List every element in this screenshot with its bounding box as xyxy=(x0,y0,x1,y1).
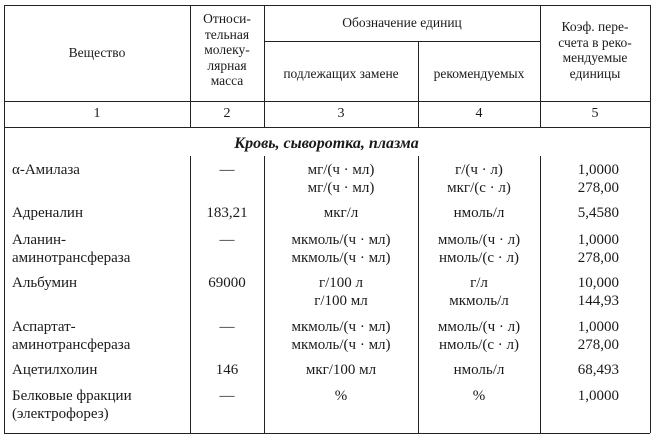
row-7-old-1: % xyxy=(334,388,348,404)
row-6-name: Ацетилхолин xyxy=(12,362,98,378)
row-5-name-2: аминотрансфераза xyxy=(12,337,131,353)
row-3-mass: — xyxy=(219,232,235,248)
header-substance: Вещество xyxy=(68,45,126,60)
row-1-name: α-Амилаза xyxy=(12,162,80,178)
row-7-mass: — xyxy=(219,388,235,404)
header-bottom-rule xyxy=(4,101,650,102)
row-1-coef-1: 1,0000 xyxy=(577,162,619,178)
row-3-old-1: мкмоль/(ч · мл) xyxy=(291,232,391,248)
row-2-coef-1: 5,4580 xyxy=(577,205,619,221)
row-3-coef-2: 278,00 xyxy=(577,250,619,266)
row-7-new-1: % xyxy=(472,388,486,404)
row-1-old-2: мг/(ч · мл) xyxy=(307,180,375,196)
row-1-new-2: мкг/(с · л) xyxy=(447,180,511,196)
row-4-mass: 69000 xyxy=(208,275,246,291)
row-6-coef-1: 68,493 xyxy=(577,362,619,378)
row-3-name-2: аминотрансфераза xyxy=(12,250,131,266)
row-3-new-1: ммоль/(ч · л) xyxy=(437,232,521,248)
row-5-coef-2: 278,00 xyxy=(577,337,619,353)
divider-4 xyxy=(540,5,541,127)
border-right xyxy=(650,5,651,433)
row-4-new-2: мкмоль/л xyxy=(449,293,509,309)
row-5-old-1: мкмоль/(ч · мл) xyxy=(291,319,391,335)
header-coef: Коэф. пере- счета в реко- мендуемые единицы xyxy=(558,19,632,81)
row-5-name-1: Аспартат- xyxy=(12,319,76,335)
header-molmass: Относи- тельная молеку- лярная масса xyxy=(203,11,251,88)
row-4-new-1: г/л xyxy=(470,275,488,291)
row-2-name: Адреналин xyxy=(12,205,83,221)
row-7-coef-1: 1,0000 xyxy=(577,388,619,404)
row-5-new-1: ммоль/(ч · л) xyxy=(437,319,521,335)
row-2-mass: 183,21 xyxy=(206,205,248,221)
row-7-name-2: (электрофорез) xyxy=(12,406,109,422)
units-group-rule xyxy=(264,41,540,42)
table-bottom-rule xyxy=(4,433,650,434)
row-6-old-1: мкг/100 мл xyxy=(305,362,377,378)
row-1-coef-2: 278,00 xyxy=(577,180,619,196)
row-1-new-1: г/(ч · л) xyxy=(455,162,503,178)
column-number-4: 4 xyxy=(475,106,483,121)
divider-1-body xyxy=(190,156,191,433)
row-4-name: Альбумин xyxy=(12,275,78,291)
row-2-new-1: нмоль/л xyxy=(453,205,505,221)
section-title: Кровь, сыворотка, плазма xyxy=(234,135,419,152)
divider-3 xyxy=(418,41,419,127)
row-4-coef-2: 144,93 xyxy=(577,293,619,309)
row-3-name-1: Аланин- xyxy=(12,232,67,248)
divider-2-body xyxy=(264,156,265,433)
row-7-name-1: Белковые фракции xyxy=(12,388,132,404)
header-units-new: рекомендуемых xyxy=(433,66,525,81)
header-units-group: Обозначение единиц xyxy=(342,15,462,30)
row-4-old-1: г/100 л xyxy=(318,275,364,291)
row-2-old-1: мкг/л xyxy=(323,205,359,221)
row-5-old-2: мкмоль/(ч · мл) xyxy=(291,337,391,353)
divider-1 xyxy=(190,5,191,127)
row-6-mass: 146 xyxy=(215,362,239,378)
divider-2 xyxy=(264,5,265,127)
row-1-mass: — xyxy=(219,162,235,178)
column-number-5: 5 xyxy=(591,106,599,121)
row-4-old-2: г/100 мл xyxy=(314,293,368,309)
row-1-old-1: мг/(ч · мл) xyxy=(307,162,375,178)
row-3-coef-1: 1,0000 xyxy=(577,232,619,248)
row-3-new-2: нмоль/(с · л) xyxy=(439,250,519,266)
divider-3-body xyxy=(418,156,419,433)
row-3-old-2: мкмоль/(ч · мл) xyxy=(291,250,391,266)
table-top-rule xyxy=(4,5,650,6)
row-4-coef-1: 10,000 xyxy=(577,275,619,291)
border-left xyxy=(4,5,5,433)
column-number-1: 1 xyxy=(93,106,101,121)
divider-4-body xyxy=(540,156,541,433)
column-number-2: 2 xyxy=(223,106,231,121)
row-5-coef-1: 1,0000 xyxy=(577,319,619,335)
row-5-new-2: нмоль/(с · л) xyxy=(439,337,519,353)
row-5-mass: — xyxy=(219,319,235,335)
column-numbers-rule xyxy=(4,127,650,128)
row-6-new-1: нмоль/л xyxy=(453,362,505,378)
column-number-3: 3 xyxy=(337,106,345,121)
header-units-old: подлежащих замене xyxy=(283,66,399,81)
